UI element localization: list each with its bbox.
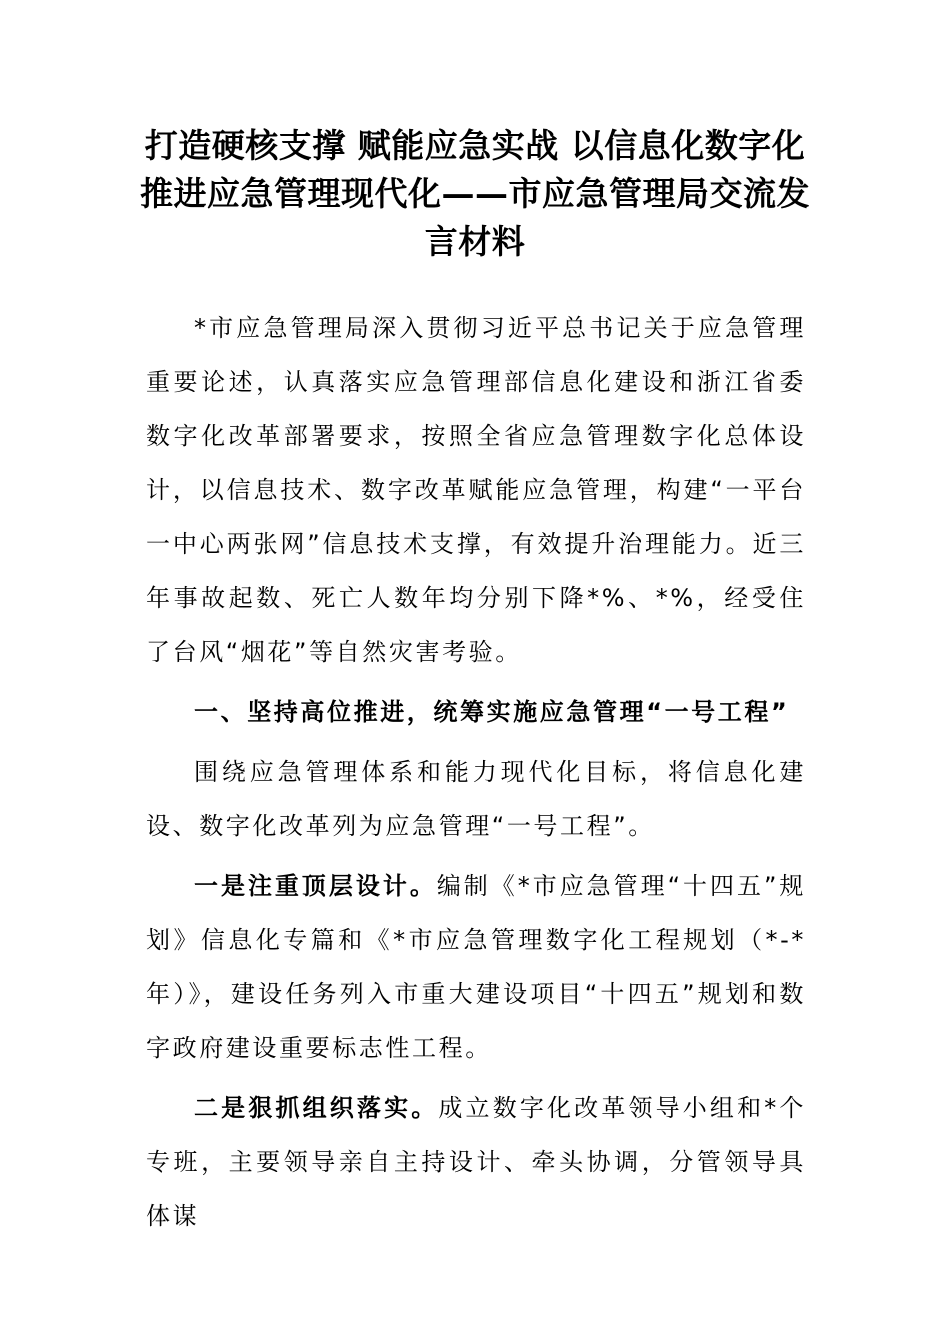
- section-heading: 一、坚持高位推进，统筹实施应急管理“一号工程”: [194, 698, 790, 726]
- point-lead-1: 一是注重顶层设计。: [194, 872, 437, 900]
- point-text-1: 编制《*市应急管理“十四五”规划》信息化专篇和《*市应急管理数字化工程规划（*-*年）》，建设任务列入市重大建设项目“十四五”规划和数字政府建设重要标志性工程。: [146, 872, 806, 1062]
- intro-paragraph: *市应急管理局深入贯彻习近平总书记关于应急管理重要论述，认真落实应急管理部信息化建设和浙江省委数字化改革部署要求，按照全省应急管理数字化总体设计，以信息技术、数字改革赋能应急管理，构建“一平台一中心两张网”信息技术支撑，有效提升治理能力。近三年事故起数、死亡人数年均分别下降*%、*%，经受住了台风“烟花”等自然灾害考验。: [146, 314, 806, 666]
- document-body: [146, 301, 806, 1243]
- section-paragraph: 围绕应急管理体系和能力现代化目标，将信息化建设、数字化改革列为应急管理“一号工程”。: [146, 758, 806, 840]
- point-paragraph-2: [146, 1081, 806, 1243]
- point-text-2: 成立数字化改革领导小组和*个专班，主要领导亲自主持设计、牵头协调，分管领导具体谋: [146, 1094, 806, 1230]
- point-paragraph-1: [146, 859, 806, 1075]
- point-lead-2: 二是狠抓组织落实。: [194, 1094, 439, 1122]
- document-title: 打造硬核支撑 赋能应急实战 以信息化数字化推进应急管理现代化——市应急管理局交流发言材料: [140, 126, 810, 261]
